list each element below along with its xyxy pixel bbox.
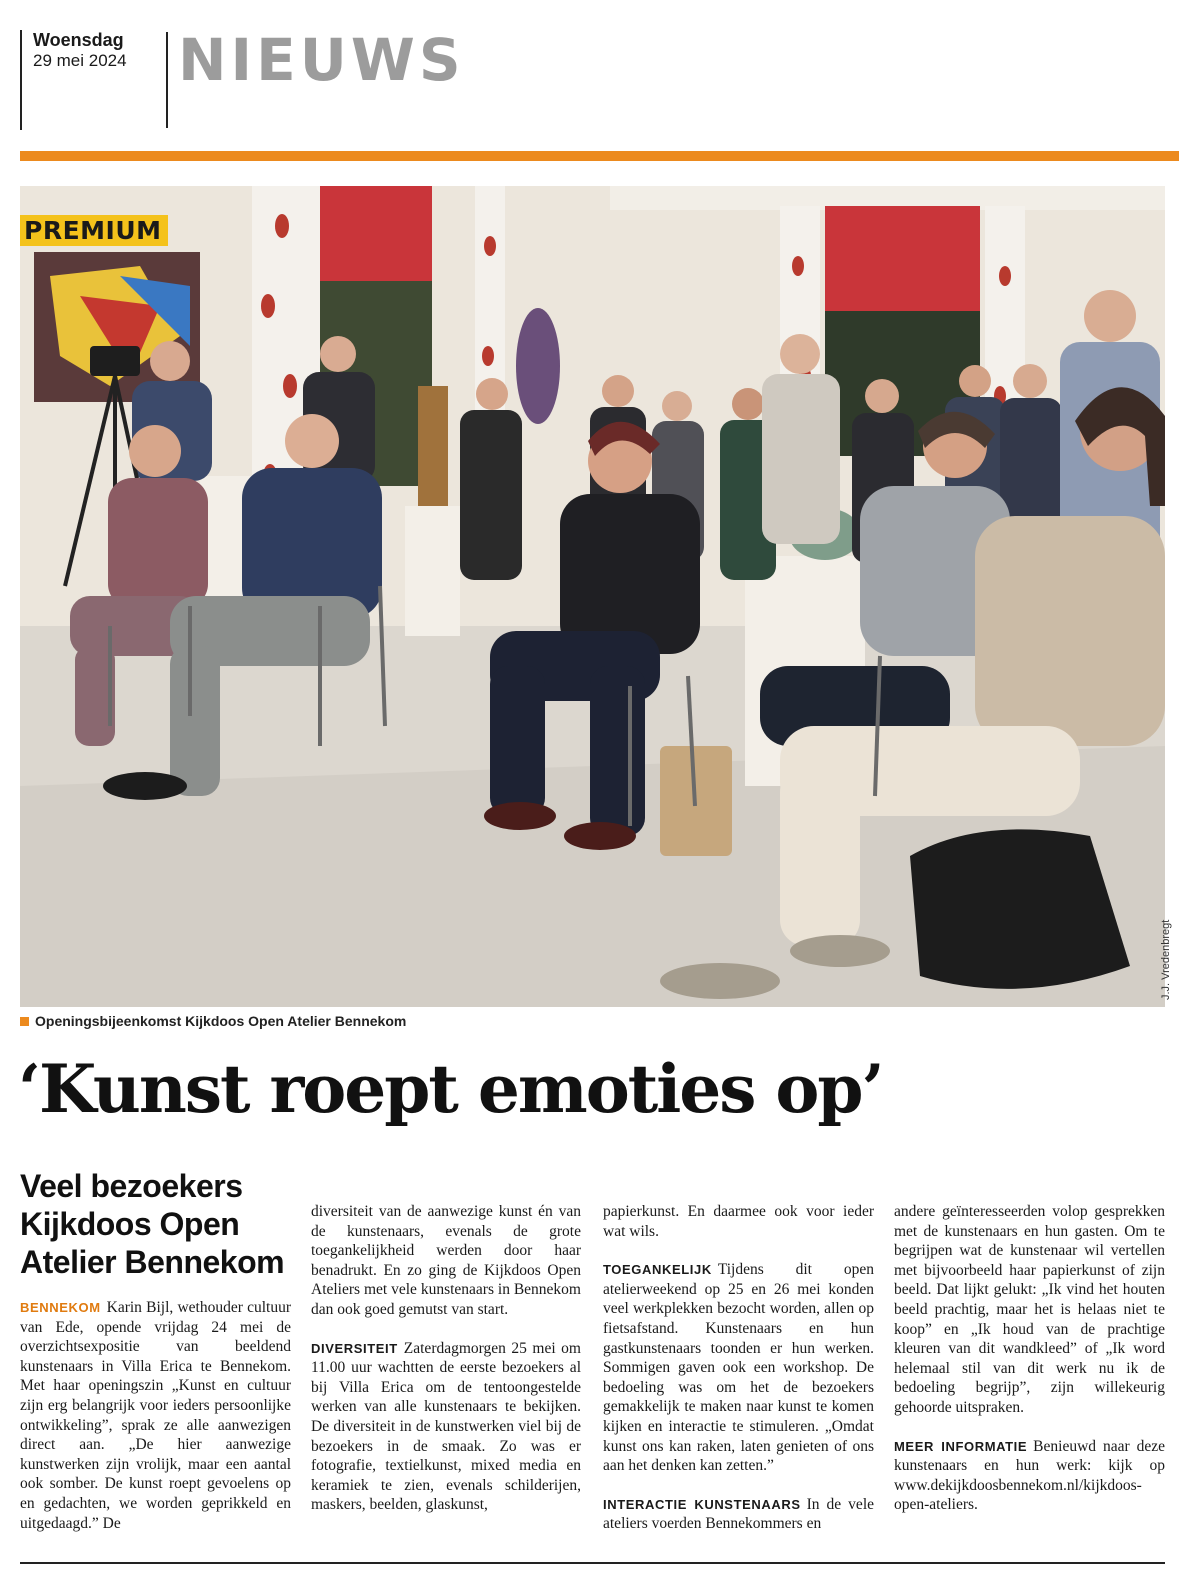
subheading-toegankelijk: TOEGANKELIJK	[603, 1262, 712, 1278]
article-column-4	[894, 1202, 1165, 1515]
section-divider	[166, 32, 168, 128]
photo-textile-art	[516, 308, 560, 424]
article-headline: ‘Kunst roept emoties op’	[18, 1050, 883, 1128]
issue-weekday: Woensdag	[33, 30, 124, 50]
photo-blind-right	[825, 206, 980, 311]
paragraph: andere geïnteresseerden volop gesprekken met de kunstenaars en hun gasten. Om te begrijpen wat de kunstenaar wil vertellen met bijvoorbeeld haar papierkunst of zijn beeld. Dat lijkt gelukt: „Ik vind het houten beeld prachtig, maar het is helaas niet te koop” en „Ik houd van de prachtige kleuren van dit wandkleed” of „Ik word helemaal stil van dit werk nu ik de bedoeling begrijp”, zijn willekeurig gehoorde uitspraken.	[894, 1203, 1165, 1416]
photo-illustration	[20, 186, 1165, 1007]
issue-day-month: 29 mei 2024	[33, 50, 127, 70]
article-subheadline: Veel bezoekers Kijkdoos Open Atelier Bennekom	[20, 1168, 285, 1280]
photo-credit: J.J. Vredenbregt	[1160, 919, 1172, 1000]
paragraph-text: Benieuwd naar deze kunstenaars en hun werk: kijk op www.dekijkdoosbennekom.nl/kijkdoos-open-ateliers.	[894, 1437, 1165, 1514]
photo-caption-text: Openingsbijeenkomst Kijkdoos Open Atelier Bennekom	[35, 1013, 407, 1029]
subheading-interactie: INTERACTIE KUNSTENAARS	[603, 1496, 801, 1512]
subheading-diversiteit: DIVERSITEIT	[311, 1340, 398, 1356]
photo-pedestal-2	[405, 506, 460, 636]
article-photo	[20, 186, 1165, 1007]
subheading-meer-informatie: MEER INFORMATIE	[894, 1438, 1028, 1454]
article-column-1	[20, 1298, 291, 1533]
photo-blind-left	[320, 186, 432, 281]
premium-badge: PREMIUM	[20, 215, 168, 246]
article-column-3	[603, 1202, 874, 1534]
issue-date	[33, 30, 127, 70]
paragraph: diversiteit van de aanwezige kunst én van de kunstenaars, evenals de grote toegankelijkheid werden door haar benadrukt. En zo ging de Kijkdoos Open Ateliers met vele kunstenaars in Bennekom dan ook goed gemutst van start.	[311, 1203, 581, 1318]
dateline: BENNEKOM	[20, 1300, 101, 1315]
left-margin-rule	[20, 30, 22, 130]
photo-wood-sculpture	[418, 386, 448, 506]
paragraph	[603, 1495, 874, 1534]
paragraph-text: Tijdens dit open atelierweekend op 25 en 26 mei konden veel werkplekken bezocht worden, allen op fietsafstand. Kunstenaars en hun gastkunstenaars toonden er hun werken. Sommigen gaven ook een workshop. De bedoeling was om het de bezoekers gemakkelijk te maken naar kunst te komen kijken en interactie te stimuleren. „Omdat kunst ons kan raken, laten genieten of ons aan het denken kan zetten.”	[603, 1261, 874, 1475]
paragraph	[311, 1339, 581, 1515]
lead-text: Karin Bijl, wethouder cultuur van Ede, opende vrijdag 24 mei de overzichtsexpositie van beeldend kunstenaars in Villa Erica te Bennekom. Met haar openingszin „Kunst en cultuur zijn erg belangrijk voor ieders persoonlijke ontwikkeling”, sprak ze alle aanwezigen direct aan. „De hier aanwezige kunstwerken zijn vrolijk, maar een aantal ook somber. De kunst roept gevoelens op en gedachten, we worden geprikkeld en uitgedaagd.” De	[20, 1299, 291, 1532]
page-bottom-rule	[20, 1562, 1165, 1564]
lead-paragraph	[20, 1298, 291, 1533]
article-column-2	[311, 1202, 581, 1515]
paragraph: papierkunst. En daarmee ook voor ieder wat wils.	[603, 1203, 874, 1240]
section-title: NIEUWS	[178, 26, 465, 94]
paragraph-text: In de vele ateliers voerden Bennekommers en	[603, 1495, 875, 1533]
paragraph	[894, 1437, 1165, 1515]
caption-marker-icon	[20, 1017, 29, 1026]
photo-caption	[20, 1013, 406, 1029]
paragraph	[603, 1260, 874, 1476]
header-accent-bar	[20, 151, 1179, 161]
paragraph-text: Zaterdagmorgen 25 mei om 11.00 uur wachtten de eerste bezoekers al bij Villa Erica om de tentoongestelde werken van alle kunstenaars te bekijken. De diversiteit in de kunstwerken viel bij de bezoekers in de smaak. Zo was er fotografie, textielkunst, mixed media en keramiek te zien, evenals schilderijen, maskers, beelden, glaskunst,	[311, 1339, 581, 1514]
